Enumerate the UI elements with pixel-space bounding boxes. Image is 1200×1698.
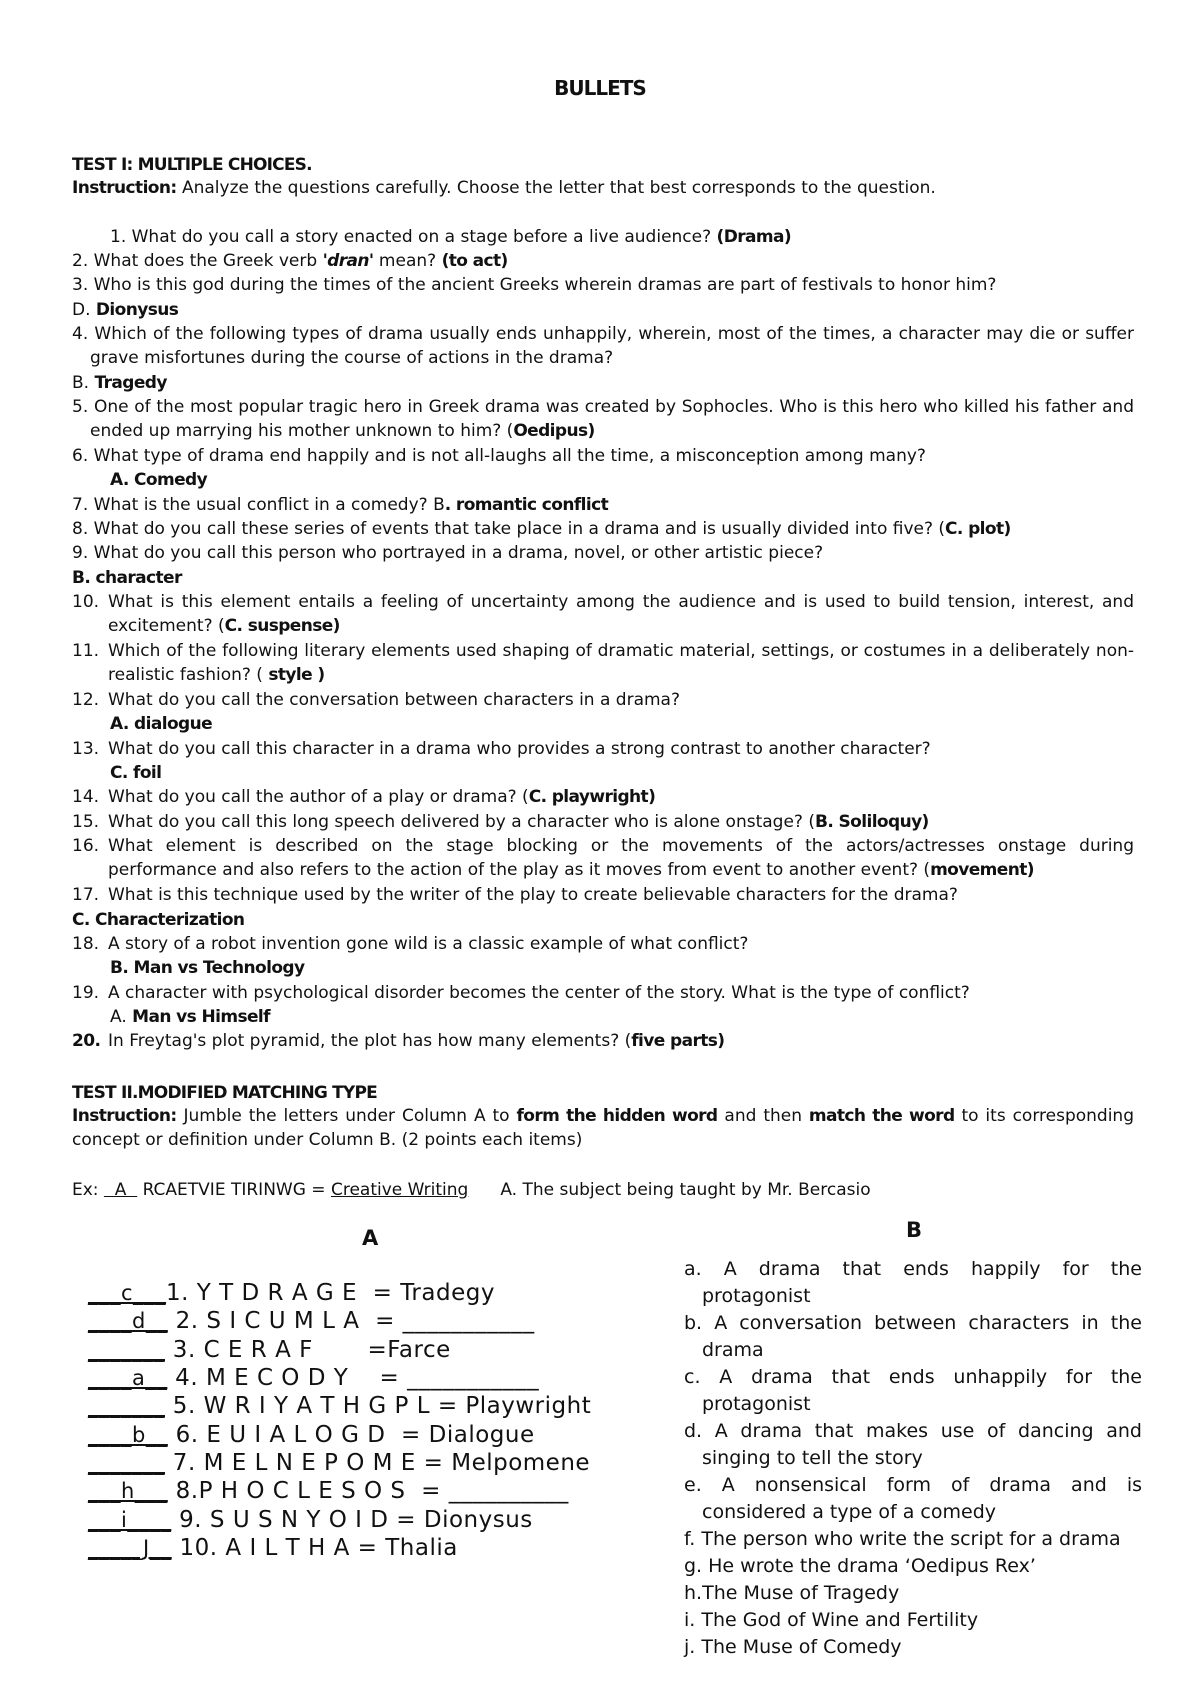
greek-word: 'dran' (322, 251, 374, 271)
column-b-item: a. A drama that ends happily for the protagonist (684, 1258, 1142, 1307)
answer-line[interactable]: ___________ (407, 1365, 540, 1391)
question-10: 10. What is this element entails a feeling of uncertainty among the audience and is used to build tension, interest, and excitement? (C. suspense) (72, 592, 1134, 636)
answer-8: C. plot) (945, 519, 1011, 539)
answer-blank[interactable]: _______ (88, 1451, 165, 1475)
column-a-item (88, 1422, 535, 1448)
answer-blank[interactable]: _______ (88, 1338, 165, 1362)
instruction-text: Analyze the questions carefully. Choose the letter that best corresponds to the question. (176, 178, 936, 198)
answer-line[interactable]: __________ (448, 1478, 569, 1504)
answer-14: C. playwright) (528, 787, 656, 807)
jumbled-word: 8.P H O C L E S O S = (167, 1478, 449, 1504)
answer-blank[interactable]: ____a__ (88, 1366, 168, 1390)
question-15: 15. What do you call this long speech delivered by a character who is alone onstage? (B. Soliloquy) (72, 812, 929, 832)
test2-instruction: Instruction: Jumble the letters under Column A to form the hidden word and then match the word to its corresponding concept or definition under Column B. (2 points each items) (72, 1106, 1134, 1150)
column-b-header: B (906, 1218, 923, 1242)
jumbled-word: 9. S U S N Y O I D = Dionysus (171, 1507, 533, 1533)
answer-4: B. Tragedy (72, 373, 167, 393)
answer-3: D. Dionysus (72, 300, 179, 320)
example-line: Ex: A RCAETVIE TIRINWG = Creative Writing A. The subject being taught by Mr. Bercasio (72, 1180, 871, 1200)
column-a-item (88, 1308, 535, 1334)
test1-instruction (72, 176, 1132, 200)
question-4: 4. Which of the following types of drama usually ends unhappily, wherein, most of the times, a character may die or suffer grave misfortunes during the course of actions in the drama? (72, 324, 1134, 368)
question-18: 18. A story of a robot invention gone wild is a classic example of what conflict? (72, 934, 749, 954)
answer-blank[interactable]: ___c___ (88, 1281, 167, 1305)
column-a-header: A (362, 1226, 379, 1250)
answer-5: Oedipus) (513, 421, 595, 441)
question-9: 9. What do you call this person who portrayed in a drama, novel, or other artistic piece? (72, 543, 824, 563)
column-b-item: f. The person who write the script for a drama (684, 1528, 1121, 1550)
answer-10: C. suspense) (224, 616, 340, 636)
jumbled-word: 3. C E R A F =Farce (165, 1337, 451, 1363)
answer-12: A. dialogue (110, 714, 213, 734)
question-6: 6. What type of drama end happily and is not all-laughs all the time, a misconception among many? (72, 446, 926, 466)
jumbled-word: 5. W R I Y A T H G P L = Playwright (165, 1393, 592, 1419)
answer-blank[interactable]: ___i____ (88, 1508, 172, 1532)
answer-18: B. Man vs Technology (110, 958, 305, 978)
answer-13: C. foil (110, 763, 162, 783)
answer-2: (to act) (441, 251, 508, 271)
column-a-item (88, 1478, 569, 1504)
answer-blank[interactable]: ____b__ (88, 1423, 168, 1447)
answer-20: five parts) (631, 1031, 725, 1051)
column-a-item (88, 1450, 590, 1476)
question-12: 12. What do you call the conversation between characters in a drama? (72, 690, 680, 710)
question-14: 14. What do you call the author of a play or drama? (C. playwright) (72, 787, 656, 807)
jumbled-word: 7. M E L N E P O M E = Melpomene (165, 1450, 591, 1476)
column-b-item: c. A drama that ends unhappily for the protagonist (684, 1366, 1142, 1415)
column-a-item (88, 1280, 495, 1306)
question-17: 17. What is this technique used by the writer of the play to create believable characters for the drama? (72, 885, 958, 905)
column-b-item: d. A drama that makes use of dancing and singing to tell the story (684, 1420, 1142, 1469)
answer-blank[interactable]: ___h___ (88, 1479, 168, 1503)
column-a-item (88, 1365, 539, 1391)
answer-blank[interactable]: _______ (88, 1394, 165, 1418)
answer-line[interactable]: ___________ (402, 1308, 535, 1334)
jumbled-word: 6. E U I A L O G D = Dialogue (167, 1422, 535, 1448)
question-2: 2. What does the Greek verb 'dran' mean? (to act) (72, 251, 508, 271)
page-title: BULLETS (554, 76, 646, 100)
answer-19: A. Man vs Himself (110, 1007, 270, 1027)
instruction-label: Instruction: (72, 178, 177, 198)
column-a-item (88, 1337, 451, 1363)
answer-9: B. character (72, 568, 182, 588)
answer-blank[interactable]: _____J__ (88, 1536, 172, 1560)
column-b-item: e. A nonsensical form of drama and is considered a type of a comedy (684, 1474, 1142, 1523)
column-a-item (88, 1393, 591, 1419)
column-b-item: b. A conversation between characters in the drama (684, 1312, 1142, 1361)
jumbled-word: 2. S I C U M L A = (167, 1308, 403, 1334)
question-20: 20. In Freytag's plot pyramid, the plot has how many elements? (five parts) (72, 1031, 725, 1051)
column-b-item: j. The Muse of Comedy (684, 1636, 902, 1658)
question-5: 5. One of the most popular tragic hero in Greek drama was created by Sophocles. Who is this hero who killed his father and ended up marrying his mother unknown to him? (Oedipus) (72, 397, 1134, 441)
column-a-item (88, 1535, 458, 1561)
column-b-item: i. The God of Wine and Fertility (684, 1609, 979, 1631)
question-19: 19. A character with psychological disorder becomes the center of the story. What is the type of conflict? (72, 983, 970, 1003)
question-7: 7. What is the usual conflict in a comedy? B. romantic conflict (72, 495, 609, 515)
column-a-item (88, 1507, 533, 1533)
answer-1: (Drama) (716, 227, 792, 247)
answer-6: A. Comedy (110, 470, 208, 490)
question-8: 8. What do you call these series of events that take place in a drama and is usually divided into five? (C. plot) (72, 519, 1011, 539)
column-b-item: g. He wrote the drama ‘Oedipus Rex’ (684, 1555, 1036, 1577)
jumbled-word: 10. A I L T H A = Thalia (171, 1535, 458, 1561)
question-3: 3. Who is this god during the times of the ancient Greeks wherein dramas are part of festivals to honor him? (72, 275, 997, 295)
test2-heading: TEST II.MODIFIED MATCHING TYPE (72, 1083, 377, 1103)
question-13: 13. What do you call this character in a drama who provides a strong contrast to another character? (72, 739, 931, 759)
question-1: 1. What do you call a story enacted on a stage before a live audience? (Drama) (110, 227, 792, 247)
answer-11: style ) (268, 665, 325, 685)
answer-16: movement) (930, 860, 1034, 880)
question-11: 11. Which of the following literary elements used shaping of dramatic material, settings, or costumes in a deliberately non-realistic fashion? ( style ) (72, 641, 1134, 685)
test1-heading: TEST I: MULTIPLE CHOICES. (72, 155, 312, 175)
column-b-item: h.The Muse of Tragedy (684, 1582, 900, 1604)
answer-17: C. Characterization (72, 910, 245, 930)
question-16: 16. What element is described on the stage blocking or the movements of the actors/actresses onstage during performance and also refers to the action of the play as it moves from event to another event? (movement) (72, 836, 1134, 880)
answer-15: B. Soliloquy) (814, 812, 929, 832)
jumbled-word: 4. M E C O D Y = (167, 1365, 408, 1391)
answer-blank[interactable]: ____d__ (88, 1309, 168, 1333)
jumbled-word: 1. Y T D R A G E = Tradegy (166, 1280, 495, 1306)
answer-7: . romantic conflict (444, 495, 609, 515)
